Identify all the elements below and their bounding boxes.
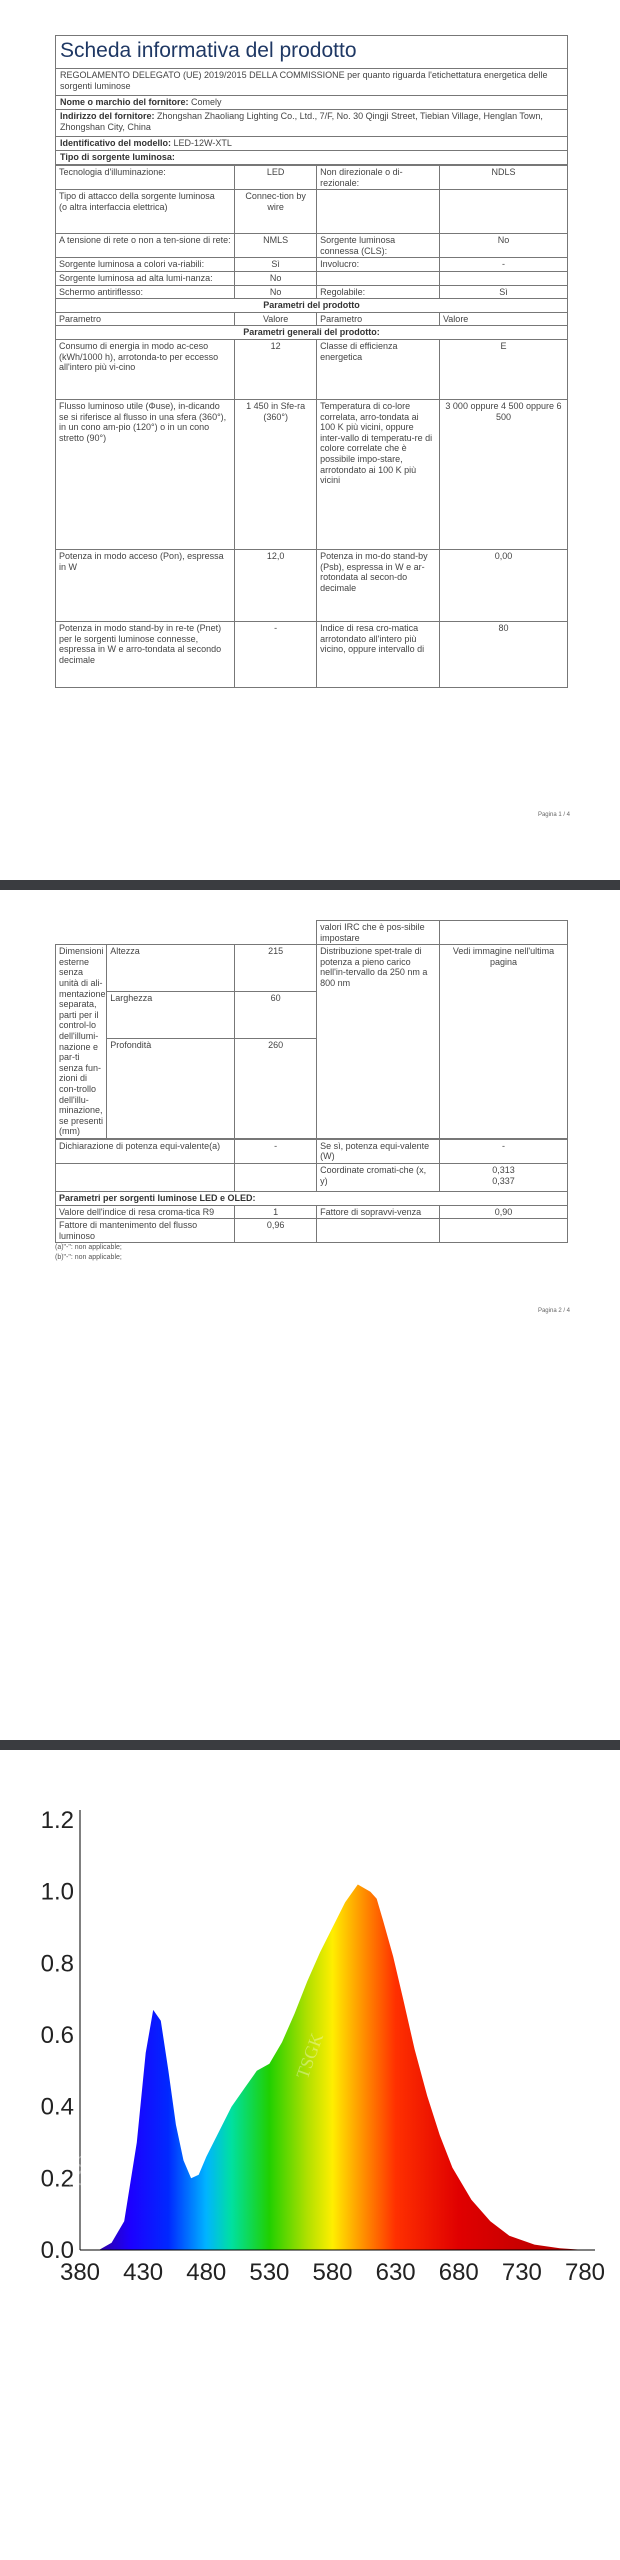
type-label: Tecnologia d'illuminazione: [56, 166, 235, 190]
p2-row [56, 1139, 568, 1163]
model-value: LED-12W-XTL [173, 138, 232, 148]
x-tick-label: 480 [186, 2259, 227, 2286]
page-1 [0, 0, 620, 880]
type-value: No [235, 285, 317, 299]
type-label-2: Non direzionale o di-rezionale: [317, 166, 440, 190]
supplier-address-value: Zhongshan Zhaoliang Lighting Co., Ltd., 7/F, No. 30 Qingji Street, Tiebian Village, Henglan Town, Zhongshan City, China [60, 111, 543, 132]
supplier-address-label: Indirizzo del fornitore: [60, 111, 155, 121]
irc-continuation-row [56, 921, 568, 945]
general-value-2: 0,00 [439, 549, 567, 621]
general-row [56, 399, 568, 549]
type-value-2 [439, 271, 567, 285]
p2-label-2: Coordinate cromati-che (x, y) [317, 1164, 440, 1192]
supplier-address-row [55, 110, 568, 137]
led-heading-row [56, 1192, 568, 1206]
y-tick-label: 1.0 [40, 1878, 74, 1906]
regulation-text: REGOLAMENTO DELEGATO (UE) 2019/2015 DELLA COMMISSIONE per quanto riguarda l'etichettatura energetica delle sorgenti luminose [55, 68, 568, 96]
p2-label [56, 1164, 235, 1192]
type-label: A tensione di rete o non a ten-sione di rete: [56, 234, 235, 258]
model-label: Identificativo del modello: [60, 138, 172, 148]
page-separator-2 [0, 1740, 620, 1750]
watermark-text: TSGK [292, 2030, 328, 2082]
general-label: Consumo di energia in modo ac-ceso (kWh/1000 h), arrotonda-to per eccesso all'intero più vi-cino [56, 339, 235, 399]
type-label-2: Sorgente luminosa connessa (CLS): [317, 234, 440, 258]
light-source-type-heading: Tipo di sorgente luminosa: [55, 151, 568, 165]
watermark-text: TSGK [165, 1960, 201, 2012]
type-value: Connec-tion by wire [235, 190, 317, 234]
spectral-label: Distribuzione spet-trale di potenza a pieno carico nell'in-tervallo da 250 nm a 800 nm [317, 945, 440, 1139]
col-header-param-2: Parametro [317, 312, 440, 326]
led-label-2 [317, 1219, 440, 1243]
light-source-type-table [55, 165, 568, 688]
supplier-name-label: Nome o marchio del fornitore: [60, 97, 189, 107]
led-label-2: Fattore di sopravvi-venza [317, 1205, 440, 1219]
x-tick-label: 680 [438, 2259, 479, 2286]
dim-name-height: Altezza [107, 945, 235, 992]
general-label-2: Classe di efficienza energetica [317, 339, 440, 399]
type-value-2: NDLS [439, 166, 567, 190]
spectrum-chart-svg [0, 1770, 620, 2330]
led-value: 1 [235, 1205, 317, 1219]
col-header-value: Valore [235, 312, 317, 326]
x-tick-label: 780 [564, 2259, 606, 2286]
page-number-2: Pagina 2 / 4 [537, 1308, 570, 1314]
type-label: Tipo di attacco della sorgente luminosa (o altra interfaccia elettrica) [56, 190, 235, 234]
general-row [56, 621, 568, 687]
type-row [56, 271, 568, 285]
dimensions-row-height [56, 945, 568, 992]
type-value: No [235, 271, 317, 285]
led-row [56, 1219, 568, 1243]
dim-value-height: 215 [235, 945, 317, 992]
y-tick-label: 0.8 [40, 1950, 74, 1978]
led-value-2: 0,90 [439, 1205, 567, 1219]
type-value: NMLS [235, 234, 317, 258]
general-params-heading-row [56, 326, 568, 340]
footnotes [55, 1243, 568, 1263]
type-value: LED [235, 166, 317, 190]
type-label: Sorgente luminosa a colori va-riabili: [56, 258, 235, 272]
type-row [56, 166, 568, 190]
general-value: 1 450 in Sfe-ra (360°) [235, 399, 317, 549]
general-row [56, 549, 568, 621]
general-label-2: Potenza in mo-do stand-by (Psb), espressa in W e ar-rotondata al secon-do decimale [317, 549, 440, 621]
led-label: Fattore di mantenimento del flusso luminoso [56, 1219, 235, 1243]
p2-label-2: Se sì, potenza equi-valente (W) [317, 1139, 440, 1163]
dim-name-depth: Profondità [107, 1038, 235, 1138]
p2-value-2: - [439, 1139, 567, 1163]
x-tick-label: 630 [375, 2259, 416, 2286]
type-value-2: No [439, 234, 567, 258]
page-number-1: Pagina 1 / 4 [537, 812, 570, 818]
general-value: - [235, 621, 317, 687]
spectral-value: Vedi immagine nell'ultima pagina [439, 945, 567, 1139]
spectrum-chart [0, 1770, 620, 2330]
type-label-2: Regolabile: [317, 285, 440, 299]
x-tick-label: 580 [312, 2259, 353, 2286]
type-label-2 [317, 271, 440, 285]
supplier-name-value: Comely [191, 97, 222, 107]
product-sheet-page-2 [55, 920, 568, 1263]
general-label: Potenza in modo acceso (Pon), espressa in W [56, 549, 235, 621]
general-value: 12,0 [235, 549, 317, 621]
p2-params-table [55, 1139, 568, 1244]
p2-row [56, 1164, 568, 1192]
y-tick-label: 0.0 [40, 2237, 74, 2264]
led-value: 0,96 [235, 1219, 317, 1243]
general-params-heading: Parametri generali del prodotto: [56, 326, 568, 340]
general-label-2: Indice di resa cro-matica arrotondato all'intero più vicino, oppure intervallo di [317, 621, 440, 687]
footnote-a: (a)"-": non applicable; [55, 1244, 122, 1252]
type-row [56, 258, 568, 272]
type-row [56, 234, 568, 258]
general-value-2: 80 [439, 621, 567, 687]
model-row [55, 137, 568, 151]
dimensions-label: Dimensioni esterne senza unità di ali-mentazione separata, parti per il control-lo dell'illumi-nazione e par-ti senza fun-zioni di con-trollo dell'illu-minazione, se presenti (mm) [56, 945, 107, 1139]
type-value-2 [439, 190, 567, 234]
x-tick-label: 730 [501, 2259, 542, 2286]
irc-continuation-label: valori IRC che è pos-sibile impostare [317, 921, 440, 945]
page-separator [0, 880, 620, 890]
type-value-2: Sì [439, 285, 567, 299]
spectrum-area [80, 1885, 585, 2251]
type-value-2: - [439, 258, 567, 272]
p2-value-2: 0,313 0,337 [439, 1164, 567, 1192]
general-label: Potenza in modo stand-by in re-te (Pnet) per le sorgenti luminose connesse, espressa in W e arro-tondata al secondo decimale [56, 621, 235, 687]
x-tick-label: 530 [249, 2259, 290, 2286]
p2-value [235, 1164, 317, 1192]
led-label: Valore dell'indice di resa croma-tica R9 [56, 1205, 235, 1219]
col-header-value-2: Valore [439, 312, 567, 326]
general-row [56, 339, 568, 399]
footnote-b: (b)"-": non applicable; [55, 1254, 122, 1262]
dimensions-table [55, 920, 568, 1139]
watermark-text: TSGK [64, 2140, 100, 2192]
product-params-heading: Parametri del prodotto [56, 299, 568, 313]
type-row [56, 190, 568, 234]
type-label: Sorgente luminosa ad alta lumi-nanza: [56, 271, 235, 285]
p2-value: - [235, 1139, 317, 1163]
x-tick-label: 380 [59, 2259, 101, 2286]
watermark-text: TSGK [418, 1960, 454, 2012]
general-label-2: Temperatura di co-lore correlata, arro-tondata ai 100 K più vicini, oppure inter-vallo di temperatu-re di colore correlate che è possibile impo-stare, arrotondato ai 100 K più vicini [317, 399, 440, 549]
col-header-param: Parametro [56, 312, 235, 326]
led-value-2 [439, 1219, 567, 1243]
general-value: 12 [235, 339, 317, 399]
x-tick-label: 430 [123, 2259, 164, 2286]
led-row [56, 1205, 568, 1219]
general-value-2: E [439, 339, 567, 399]
dim-name-width: Larghezza [107, 992, 235, 1039]
dim-value-depth: 260 [235, 1038, 317, 1138]
type-label: Schermo antiriflesso: [56, 285, 235, 299]
general-label: Flusso luminoso utile (Φuse), in-dicando se si riferisce al flusso in una sfera (360°), in un cono am-pio (120°) o in un cono stretto (90°) [56, 399, 235, 549]
type-value: Sì [235, 258, 317, 272]
dim-value-width: 60 [235, 992, 317, 1039]
type-row [56, 285, 568, 299]
type-label-2 [317, 190, 440, 234]
page-2 [0, 890, 620, 1740]
p2-label: Dichiarazione di potenza equi-valente(a) [56, 1139, 235, 1163]
supplier-name-row [55, 96, 568, 110]
type-label-2: Involucro: [317, 258, 440, 272]
y-tick-label: 1.2 [40, 1807, 74, 1834]
column-headers-row [56, 312, 568, 326]
general-value-2: 3 000 oppure 4 500 oppure 6 500 [439, 399, 567, 549]
product-sheet-page-1 [55, 35, 568, 688]
y-tick-label: 0.2 [40, 2165, 74, 2193]
y-tick-label: 0.4 [40, 2093, 74, 2121]
led-heading: Parametri per sorgenti luminose LED e OLED: [56, 1192, 568, 1206]
document-title: Scheda informativa del prodotto [55, 35, 568, 68]
product-params-heading-row [56, 299, 568, 313]
y-tick-label: 0.6 [40, 2022, 74, 2049]
